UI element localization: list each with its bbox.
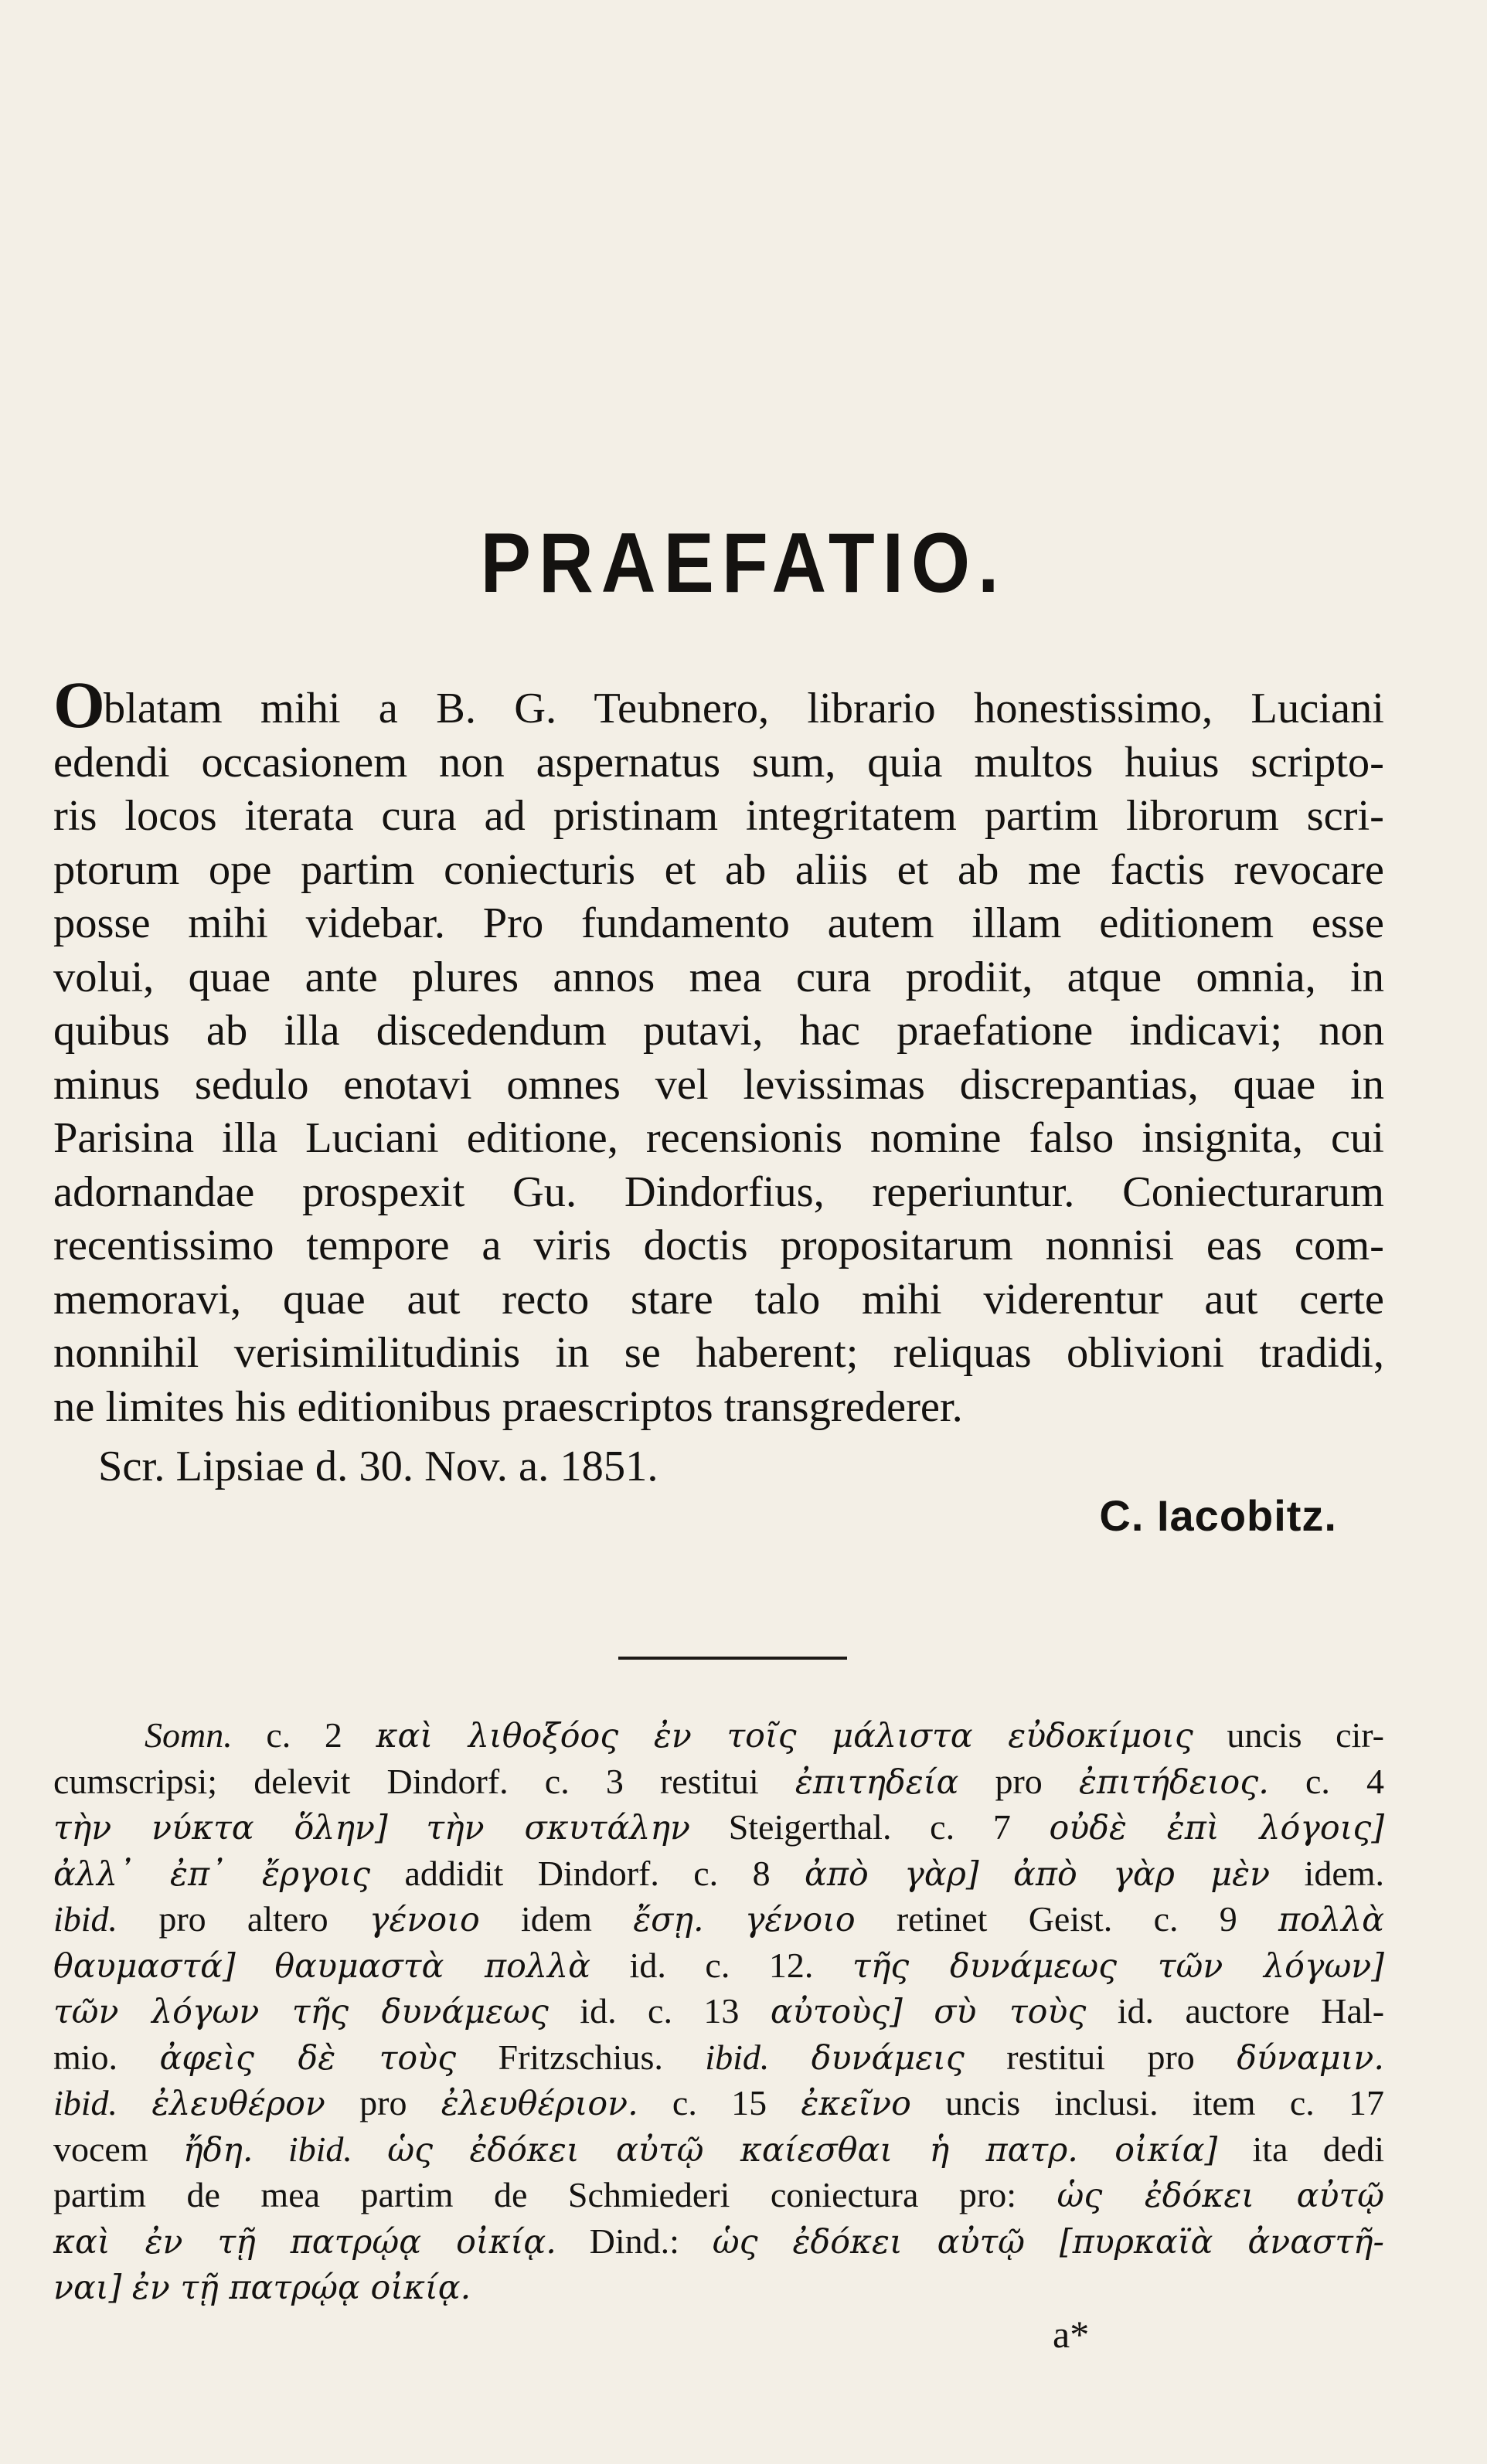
note-ref: ibid. bbox=[53, 2083, 118, 2122]
note-text bbox=[352, 2129, 387, 2169]
note-text bbox=[236, 1946, 275, 1985]
note-line bbox=[53, 1759, 1384, 1806]
greek-text: ἐλευθέρον bbox=[151, 2085, 325, 2123]
note-line bbox=[53, 2265, 1384, 2311]
note-line bbox=[53, 2173, 1384, 2219]
greek-text: δύναμιν. bbox=[1237, 2038, 1384, 2078]
note-ref: ibid. bbox=[288, 2129, 352, 2169]
note-line bbox=[53, 1943, 1384, 1990]
signature-mark: a* bbox=[1053, 2313, 1090, 2356]
note-text: uncis cir- bbox=[1193, 1715, 1384, 1755]
body-line bbox=[53, 668, 1384, 742]
note-text: id. c. 13 bbox=[548, 1991, 771, 2031]
note-line bbox=[53, 1713, 1384, 1759]
greek-text: καὶ ἐν τῇ πατρῴᾳ οἰκίᾳ. bbox=[53, 2222, 556, 2262]
preface-body bbox=[53, 668, 1384, 1434]
greek-text: οὐδὲ ἐπὶ λόγοις] bbox=[1049, 1809, 1385, 1847]
greek-text: ἀπὸ γὰρ] bbox=[805, 1854, 979, 1894]
greek-text: ἀλλ᾽ ἐπ᾽ ἔργοις bbox=[53, 1854, 371, 1894]
note-ref: Somn. bbox=[145, 1715, 233, 1755]
section-divider bbox=[618, 1657, 847, 1660]
note-line bbox=[53, 2035, 1384, 2082]
note-text: addidit Dindorf. c. 8 bbox=[370, 1853, 805, 1893]
body-line: volui, quae ante plures annos mea cura prodiit, atque omnia, in bbox=[53, 953, 1384, 1001]
note-line bbox=[53, 1897, 1384, 1943]
note-ref: ibid. bbox=[53, 1899, 118, 1939]
greek-text: τὴν νύκτα ὅλην] bbox=[53, 1809, 388, 1847]
body-line: nonnihil verisimilitudinis in se haberent; reliquas oblivioni tradidi, bbox=[53, 1329, 1384, 1377]
body-line: recentissimo tempore a viris doctis propositarum nonnisi eas com- bbox=[53, 1222, 1384, 1269]
greek-text: τὴν σκυτάλην bbox=[426, 1809, 690, 1847]
body-line-text: blatam mihi a B. G. Teubnero, librario honestissimo, Luciani bbox=[103, 685, 1384, 732]
note-text: pro altero bbox=[117, 1899, 369, 1939]
note-text: vocem bbox=[53, 2129, 183, 2169]
body-line: ne limites his editionibus praescriptos transgrederer. bbox=[53, 1382, 963, 1431]
greek-text: καὶ λιθοξόος ἐν τοῖς μάλιστα εὐδοκίμοις bbox=[376, 1717, 1193, 1755]
note-text: uncis inclusi. item c. 17 bbox=[910, 2083, 1385, 2122]
date-line: Scr. Lipsiae d. 30. Nov. a. 1851. bbox=[98, 1443, 658, 1490]
greek-text: σὺ τοὺς bbox=[934, 1993, 1087, 2031]
note-line bbox=[53, 2219, 1384, 2265]
greek-text: ἐπιτήδειος. bbox=[1078, 1762, 1269, 1802]
body-line: ris locos iterata cura ad pristinam integritatem partim librorum scri- bbox=[53, 792, 1384, 840]
greek-text: ἤδη. bbox=[182, 2130, 254, 2170]
note-text bbox=[903, 1991, 934, 2031]
greek-text: ἀπὸ γὰρ μὲν bbox=[1013, 1854, 1271, 1894]
greek-text: γένοιο bbox=[744, 1901, 856, 1939]
note-line bbox=[53, 1805, 1384, 1851]
author-signature: C. Iacobitz. bbox=[1099, 1491, 1337, 1540]
note-line bbox=[53, 1851, 1384, 1898]
note-text: ita dedi bbox=[1217, 2129, 1384, 2169]
greek-text: ναι] ἐν τῇ πατρῴᾳ οἰκίᾳ. bbox=[53, 2269, 471, 2307]
note-text bbox=[769, 2037, 811, 2077]
greek-text: πολλὰ bbox=[1278, 1901, 1384, 1939]
body-line: edendi occasionem non aspernatus sum, quia multos huius scripto- bbox=[53, 738, 1384, 787]
note-text: c. 15 bbox=[638, 2083, 801, 2122]
note-text: retinet Geist. c. 9 bbox=[855, 1899, 1279, 1939]
greek-text: δυνάμεις bbox=[811, 2038, 965, 2078]
greek-text: ὡς ἐδόκει αὐτῷ καίεσθαι ἡ πατρ. οἰκία] bbox=[387, 2130, 1218, 2170]
note-text: cumscripsi; delevit Dindorf. c. 3 restitui bbox=[53, 1761, 795, 1801]
note-text: Steigerthal. c. 7 bbox=[689, 1807, 1050, 1847]
body-line: minus sedulo enotavi omnes vel levissimas discrepantias, quae in bbox=[53, 1060, 1384, 1109]
note-text bbox=[388, 1807, 427, 1847]
greek-text: ὡς ἐδόκει αὐτῷ bbox=[1057, 2177, 1385, 2215]
note-ref: ibid. bbox=[705, 2037, 770, 2077]
note-text: partim de mea partim de Schmiederi coniectura pro: bbox=[53, 2175, 1057, 2214]
greek-text: ἀφεὶς δὲ τοὺς bbox=[159, 2038, 457, 2078]
note-text: Dind.: bbox=[556, 2221, 713, 2261]
note-text: mio. bbox=[53, 2037, 160, 2077]
critical-notes bbox=[53, 1713, 1384, 2311]
note-line bbox=[53, 2127, 1384, 2173]
greek-text: ἐλευθέριον. bbox=[441, 2085, 638, 2123]
note-text bbox=[254, 2129, 288, 2169]
greek-text: θαυμαστὰ πολλὰ bbox=[274, 1946, 590, 1986]
greek-text: τῆς δυνάμεως τῶν λόγων] bbox=[852, 1946, 1384, 1986]
greek-text: τῶν λόγων τῆς δυνάμεως bbox=[53, 1993, 549, 2031]
note-text: pro bbox=[958, 1761, 1079, 1801]
note-text bbox=[979, 1854, 1013, 1893]
body-line: memoravi, quae aut recto stare talo mihi viderentur aut certe bbox=[53, 1275, 1384, 1324]
greek-text: ὡς ἐδόκει αὐτῷ [πυρκαϊὰ ἀναστῆ- bbox=[712, 2222, 1385, 2262]
body-line: adornandae prospexit Gu. Dindorfius, reperiuntur. Coniecturarum bbox=[53, 1167, 1384, 1216]
note-text bbox=[117, 2083, 151, 2122]
body-line: posse mihi videbar. Pro fundamento autem illam editionem esse bbox=[53, 899, 1384, 947]
note-text: idem. bbox=[1270, 1853, 1385, 1893]
page-title: PRAEFATIO. bbox=[480, 515, 1007, 610]
note-line bbox=[53, 1989, 1384, 2035]
drop-cap: O bbox=[53, 668, 105, 742]
greek-text: αὐτοὺς] bbox=[770, 1993, 903, 2031]
body-line: Parisina illa Luciani editione, recensionis nomine falso insignita, cui bbox=[53, 1114, 1384, 1162]
note-text: pro bbox=[325, 2083, 441, 2122]
note-text: c. 2 bbox=[232, 1715, 376, 1755]
note-line bbox=[53, 2081, 1384, 2127]
note-text: id. auctore Hal- bbox=[1086, 1991, 1385, 2031]
note-text: c. 4 bbox=[1268, 1761, 1385, 1801]
note-text bbox=[704, 1899, 745, 1939]
note-text: id. c. 12. bbox=[590, 1945, 853, 1985]
greek-text: ἔσῃ. bbox=[633, 1901, 704, 1939]
greek-text: γένοιο bbox=[369, 1901, 480, 1939]
note-text: restitui pro bbox=[964, 2037, 1237, 2077]
note-text: idem bbox=[479, 1899, 634, 1939]
greek-text: θαυμαστά] bbox=[53, 1946, 236, 1986]
greek-text: ἐπιτηδεία bbox=[795, 1762, 959, 1802]
note-text: Fritzschius. bbox=[456, 2037, 706, 2077]
body-line: ptorum ope partim coniecturis et ab aliis et ab me factis revocare bbox=[53, 845, 1384, 894]
greek-text: ἐκεῖνο bbox=[801, 2085, 911, 2123]
body-line: quibus ab illa discedendum putavi, hac praefatione indicavi; non bbox=[53, 1007, 1384, 1055]
